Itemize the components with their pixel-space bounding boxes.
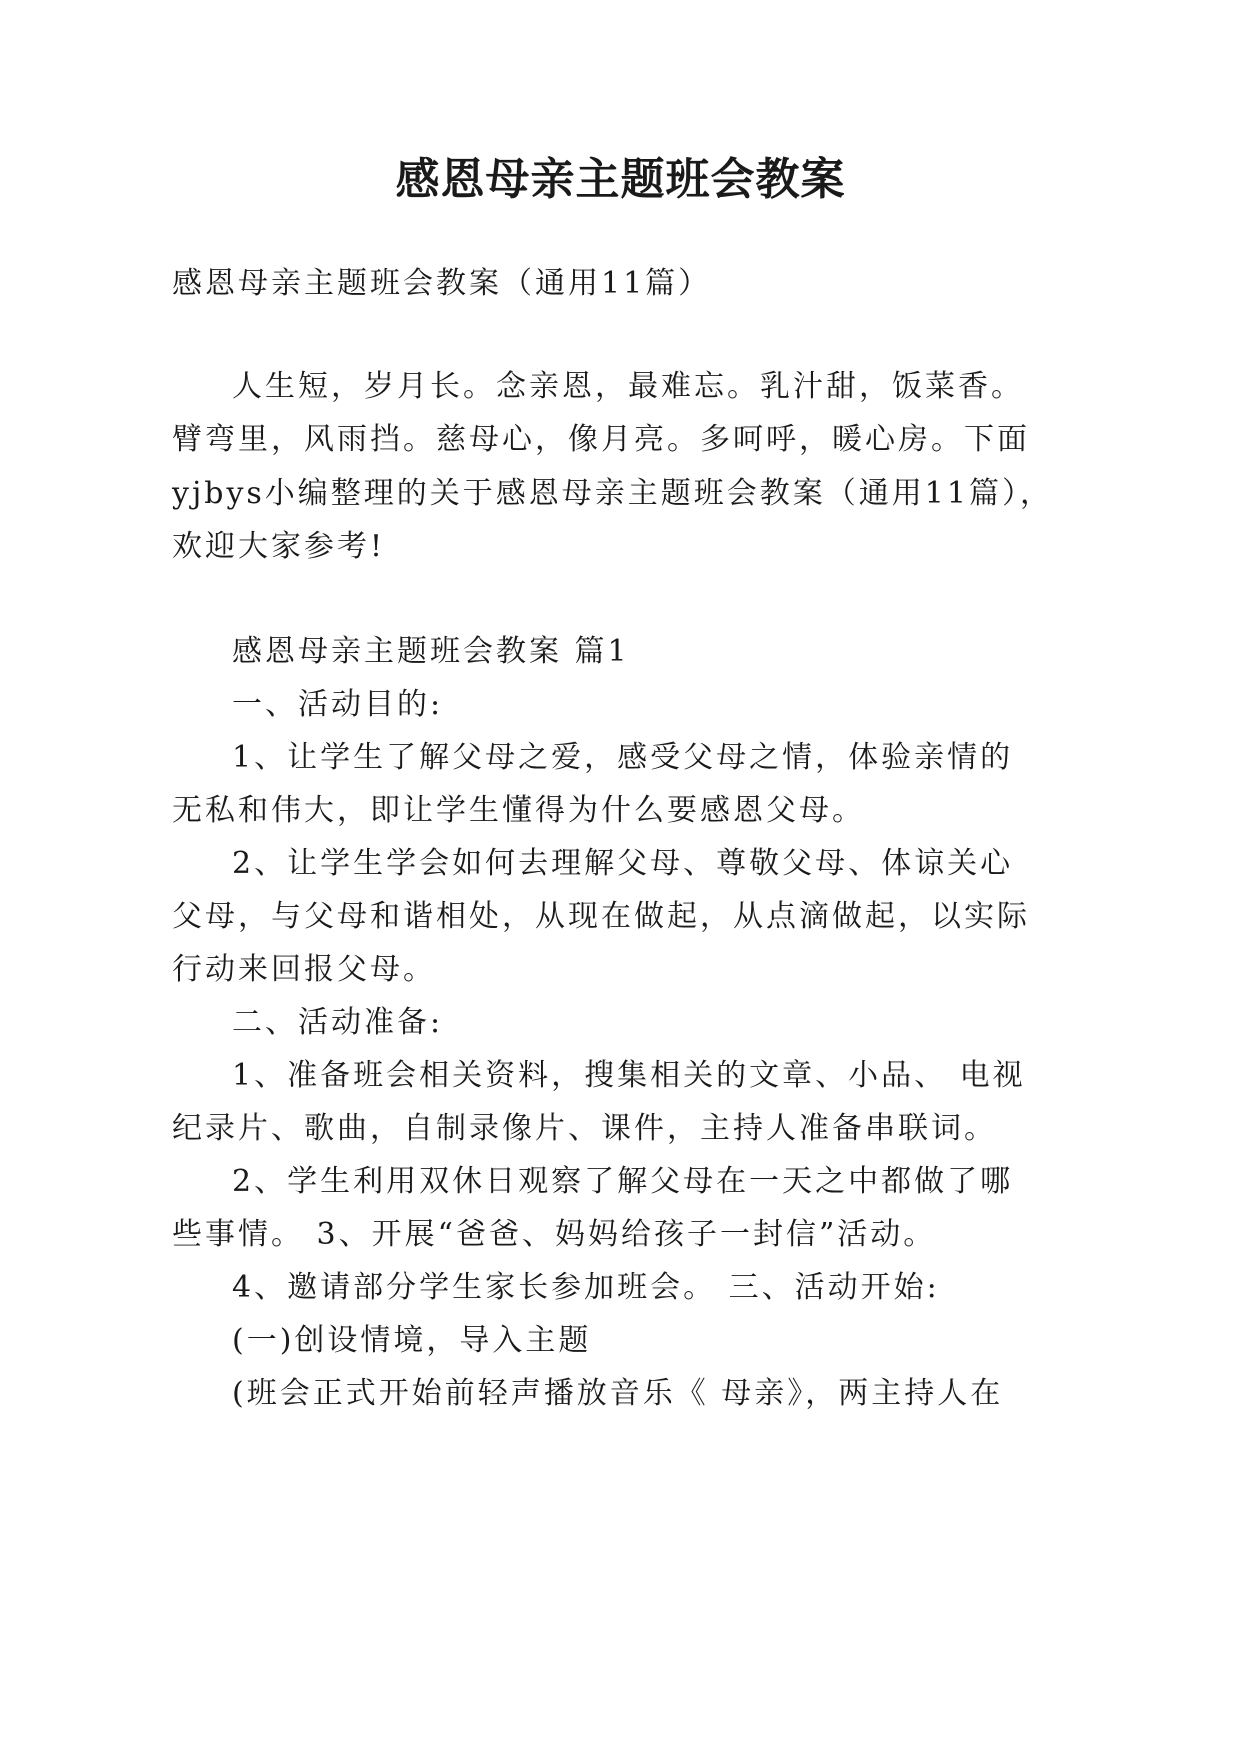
- body-line: 行动来回报父母。: [172, 952, 436, 987]
- body-line: 些事情。 3、开展“爸爸、妈妈给孩子一封信”活动。: [172, 1217, 937, 1252]
- body-line: 2、学生利用双休日观察了解父母在一天之中都做了哪: [232, 1164, 1014, 1199]
- intro-line: 臂弯里，风雨挡。慈母心，像月亮。多呵呼，暖心房。下面: [172, 422, 1030, 457]
- body-line: 1、让学生了解父母之爱，感受父母之情，体验亲情的: [232, 740, 1014, 775]
- body-line: 一、活动目的:: [232, 687, 444, 722]
- intro-line: 人生短，岁月长。念亲恩，最难忘。乳汁甜，饭菜香。: [232, 369, 1024, 404]
- body-line: 无私和伟大，即让学生懂得为什么要感恩父母。: [172, 793, 865, 828]
- body-line: 4、邀请部分学生家长参加班会。 三、活动开始:: [232, 1270, 940, 1305]
- document-title: 感恩母亲主题班会教案: [395, 154, 846, 205]
- intro-line: 欢迎大家参考!: [172, 529, 386, 564]
- body-line: 2、让学生学会如何去理解父母、尊敬父母、体谅关心: [232, 846, 1014, 881]
- body-line: 父母，与父母和谐相处，从现在做起，从点滴做起，以实际: [172, 899, 1030, 934]
- intro-line: yjbys小编整理的关于感恩母亲主题班会教案（通用11篇），: [172, 476, 1053, 511]
- document-subtitle: 感恩母亲主题班会教案（通用11篇）: [172, 266, 712, 301]
- body-line: 二、活动准备:: [232, 1005, 444, 1040]
- body-line: 纪录片、歌曲，自制录像片、课件，主持人准备串联词。: [172, 1111, 997, 1146]
- body-line: (班会正式开始前轻声播放音乐《 母亲》，两主持人在: [232, 1376, 1004, 1411]
- body-line: (一)创设情境，导入主题: [232, 1323, 592, 1358]
- body-line: 1、准备班会相关资料，搜集相关的文章、小品、 电视: [232, 1058, 1026, 1093]
- section-heading: 感恩母亲主题班会教案 篇1: [232, 634, 630, 669]
